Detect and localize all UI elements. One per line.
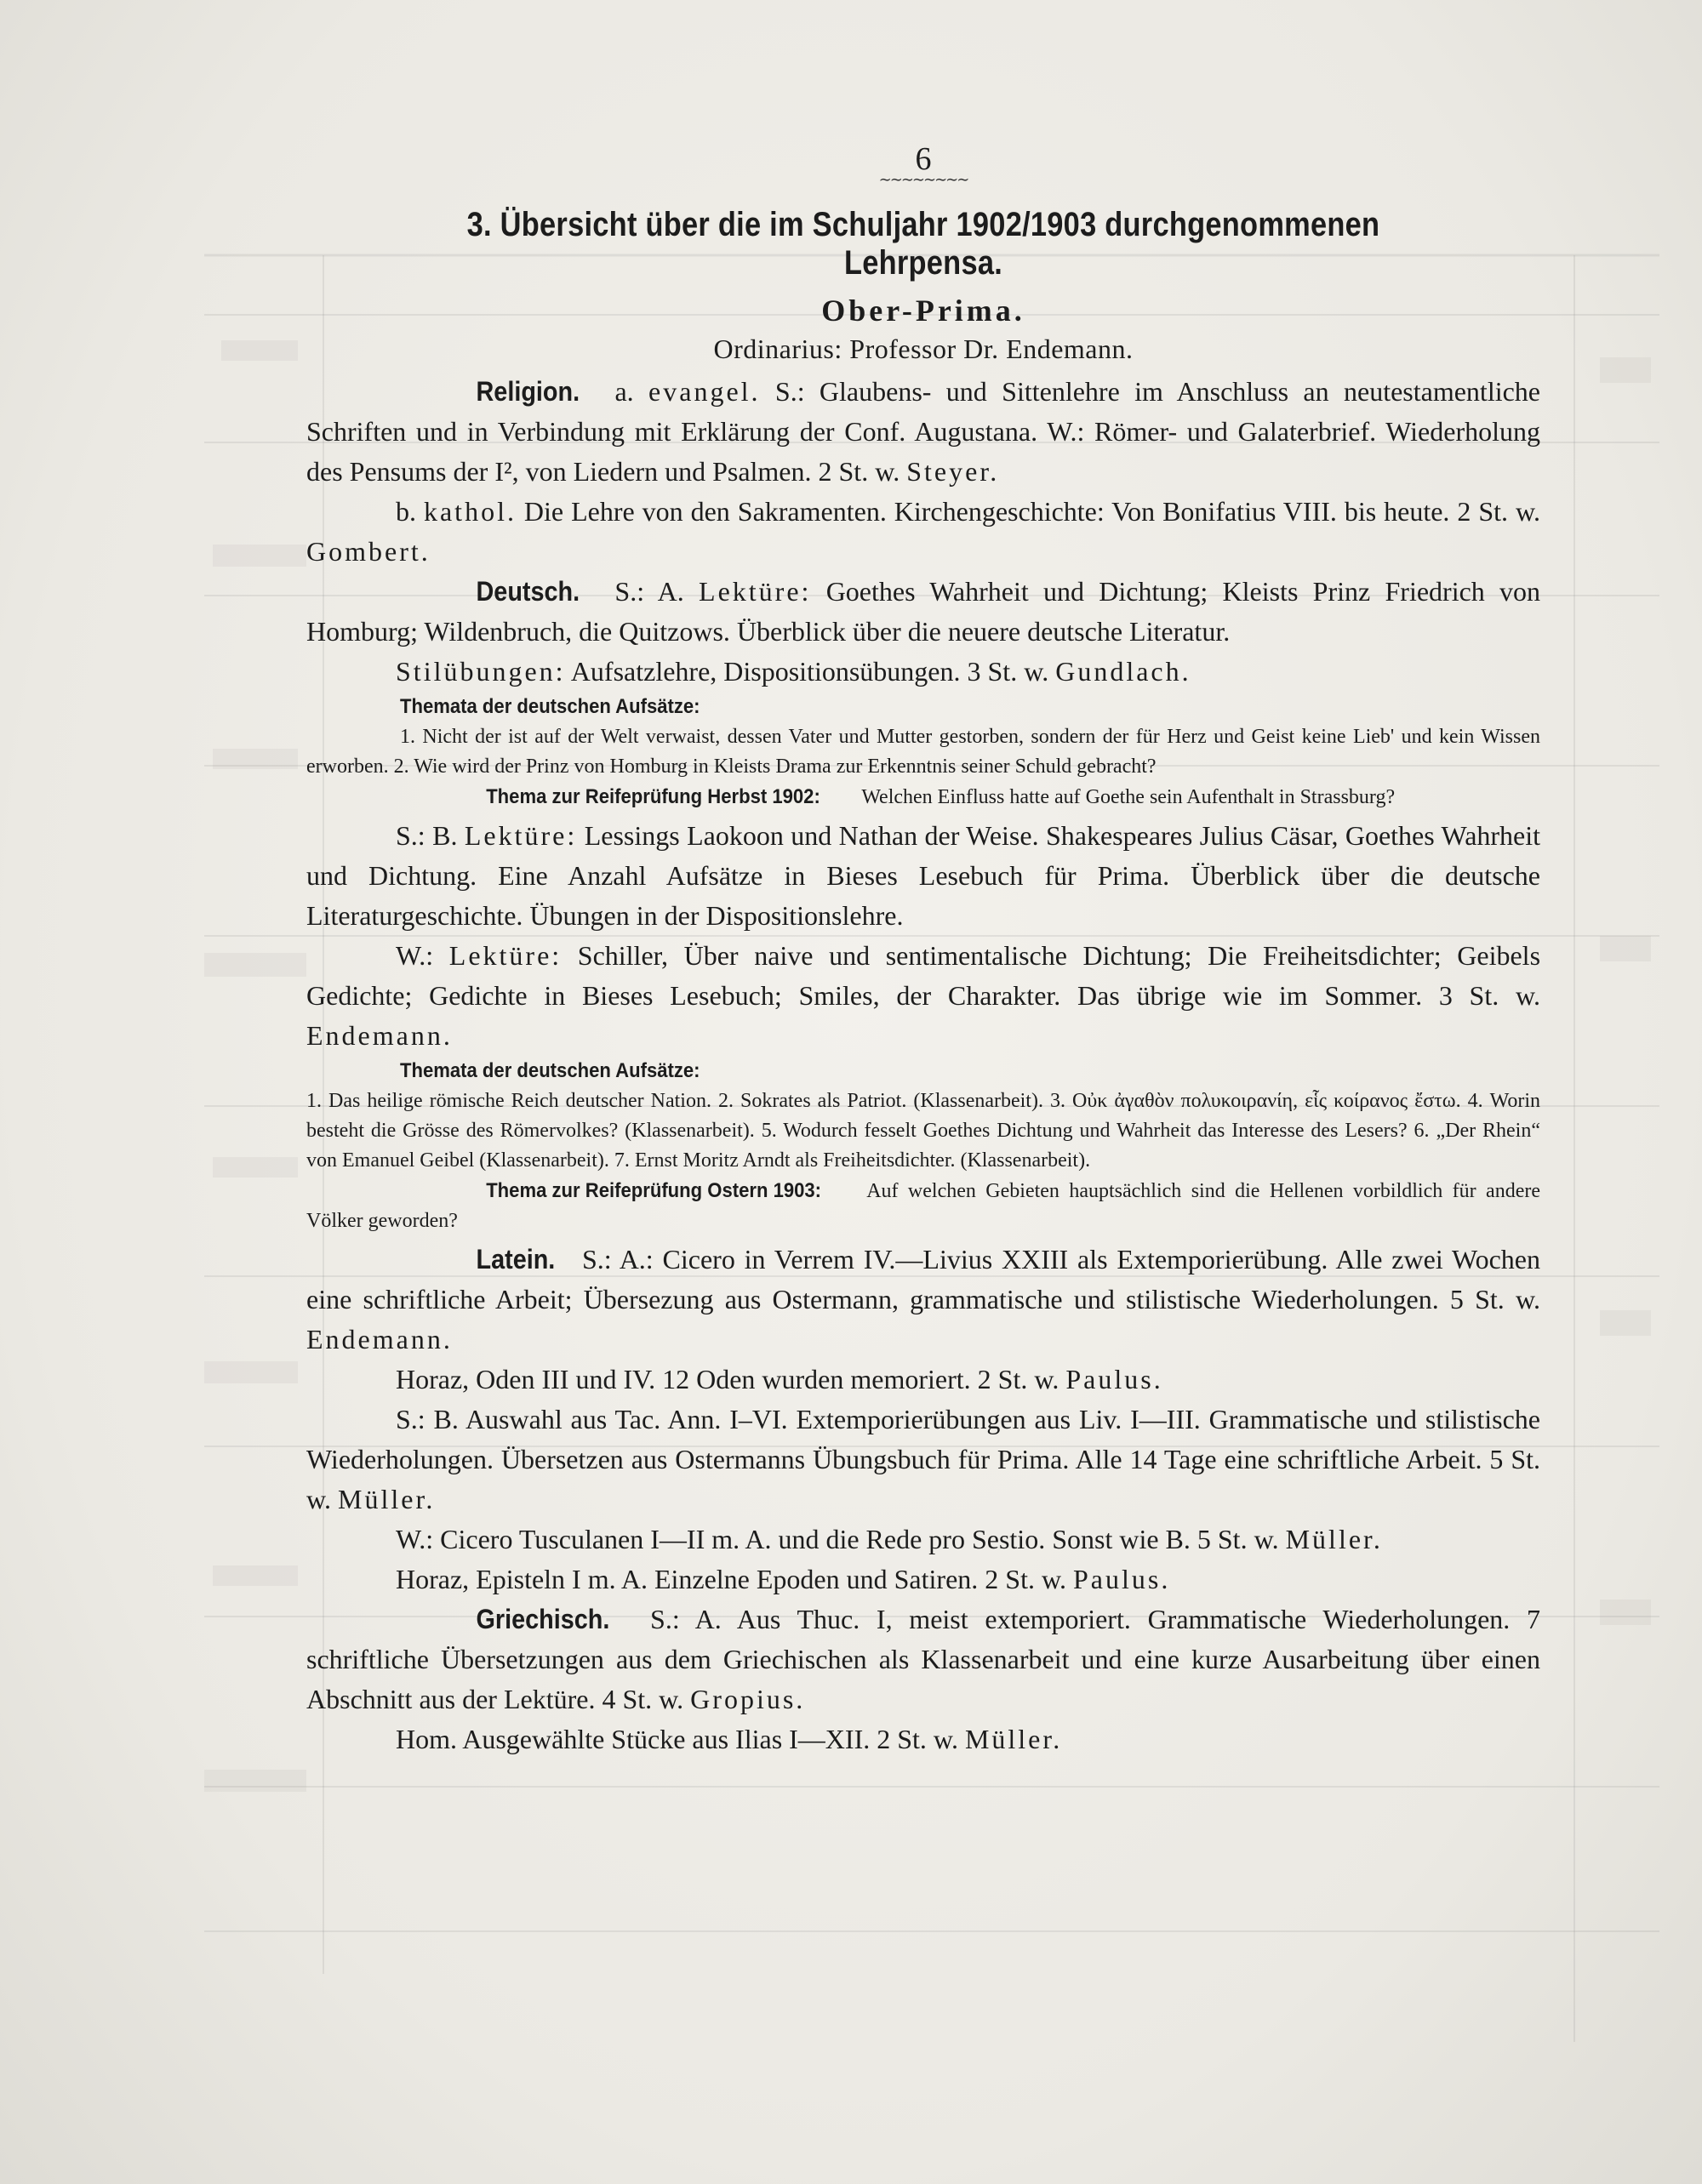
griechisch-p1-text: S.: A. Aus Thuc. I, meist extemporiert. Grammatische Wiederholungen. 7 schriftliche Übersetzungen aus dem Griechischen als Klassenarbeit und eine kurze Ausarbeitung über einen Abschnitt aus der Lektüre. 4 St. w. [306, 1604, 1541, 1714]
teacher-name: Endemann. [306, 1020, 453, 1051]
teacher-name: Gombert. [306, 536, 431, 567]
teacher-name: Paulus. [1065, 1364, 1163, 1394]
deutsch-themata2-heading [400, 1056, 1540, 1086]
teacher-name: Müller. [964, 1724, 1063, 1754]
subject-deutsch: Deutsch. [476, 576, 580, 607]
themata1-label: Themata der deutschen Aufsätze: [400, 695, 700, 718]
deutsch-s2-paragraph [306, 816, 1540, 936]
latein-p1-paragraph [306, 1240, 1540, 1360]
religion-b-paragraph [306, 492, 1540, 572]
latein-p5-text: Horaz, Episteln I m. A. Einzelne Epoden und Satiren. 2 St. w. [396, 1564, 1066, 1594]
teacher-name: Paulus. [1072, 1564, 1171, 1594]
religion-a-text: S.: Glaubens- und Sittenlehre im Anschluss an neutestamentliche Schriften und in Verbindung mit Erklärung der Conf. Augustana. W.: Römer- und Galaterbrief. Wiederholung des Pensums der I², von Liedern und Psalmen. 2 St. w. [306, 376, 1541, 487]
deutsch-s2-lekture: Lektüre: [464, 820, 578, 851]
deutsch-themata1-heading [400, 692, 1540, 722]
deutsch-s2-prefix: S.: B. [396, 820, 458, 851]
reife2-label: Thema zur Reifeprüfung Ostern 1903: [486, 1179, 822, 1202]
religion-a-prefix: a. [614, 376, 634, 407]
griechisch-p2-text: Hom. Ausgewählte Stücke aus Ilias I—XII. 2 St. w. [396, 1724, 958, 1754]
religion-a-word: evangel. [648, 376, 761, 407]
deutsch-reife2-paragraph [306, 1176, 1540, 1236]
latein-p3-text: S.: B. Auswahl aus Tac. Ann. I–VI. Extemporierübungen aus Liv. I—III. Grammatische und stilistische Wiederholungen. Übersetzen aus Ostermanns Übungsbuch für Prima. Alle 14 Tage eine schriftliche Arbeit. 5 St. w. [306, 1404, 1540, 1514]
religion-b-text: Die Lehre von den Sakramenten. Kirchengeschichte: Von Bonifatius VIII. bis heute. 2 St. w. [523, 496, 1541, 527]
deutsch-s1-prefix: S.: A. [614, 576, 684, 607]
reife1-text: Welchen Einfluss hatte auf Goethe sein Aufenthalt in Strassburg? [861, 786, 1396, 808]
deutsch-reife1-paragraph [306, 782, 1540, 813]
deutsch-themata2-text: 1. Das heilige römische Reich deutscher Nation. 2. Sokrates als Patriot. (Klassenarbeit). 3. Οὐκ ἀγαθὸν πολυκοιρανίη, εἷς κοίρανος ἔστω. 4. Worin besteht die Grösse des Römervolkes? (Klassenarbeit). 5. Wodurch fesselt Goethes Dichtung und Wahrheit das Interesse des Lesers? 6. „Der Rhein“ von Emanuel Geibel (Klassenarbeit). 7. Ernst Moritz Arndt als Freiheitsdichter. (Klassenarbeit). [306, 1090, 1540, 1172]
deutsch-stil-text: Aufsatzlehre, Dispositionsübungen. 3 St. w. [570, 656, 1049, 687]
deutsch-s1-lekture: Lektüre: [699, 576, 812, 607]
teacher-name: Steyer. [906, 456, 1000, 487]
griechisch-p1-paragraph [306, 1600, 1540, 1719]
subject-religion: Religion. [476, 376, 580, 407]
themata2-label: Themata der deutschen Aufsätze: [400, 1059, 700, 1082]
deutsch-s2-text: Lessings Laokoon und Nathan der Weise. Shakespeares Julius Cäsar, Goethes Wahrheit und Dichtung. Eine Anzahl Aufsätze in Bieses Lesebuch für Prima. Überblick über die deutsche Literaturgeschichte. Übungen in der Dispositionslehre. [306, 820, 1541, 931]
religion-a-paragraph [306, 372, 1540, 492]
class-title: Ober-Prima. [821, 294, 1025, 328]
latein-p4-paragraph [306, 1520, 1540, 1560]
deutsch-w-paragraph [306, 936, 1540, 1056]
deutsch-s1-paragraph [306, 572, 1540, 652]
deutsch-w-lekture: Lektüre: [448, 940, 563, 971]
reife1-label: Thema zur Reifeprüfung Herbst 1902: [486, 785, 820, 808]
ordinarius-line: Ordinarius: Professor Dr. Endemann. [713, 334, 1134, 364]
latein-p4-text: W.: Cicero Tusculanen I—II m. A. und die Rede pro Sestio. Sonst wie B. 5 St. w. [396, 1524, 1279, 1554]
latein-p2-paragraph [306, 1360, 1540, 1400]
latein-p2-text: Horaz, Oden III und IV. 12 Oden wurden memoriert. 2 St. w. [396, 1364, 1059, 1394]
subject-griechisch: Griechisch. [476, 1604, 610, 1634]
deutsch-s1-text: Goethes Wahrheit und Dichtung; Kleists Prinz Friedrich von Homburg; Wildenbruch, die Quitzows. Überblick über die neuere deutsche Literatur. [306, 576, 1541, 647]
teacher-name: Gundlach. [1055, 656, 1191, 687]
latein-p1-text: S.: A.: Cicero in Verrem IV.—Livius XXIII als Extemporierübung. Alle zwei Wochen eine schriftliche Arbeit; Übersezung aus Ostermann, grammatische und stilistische Wiederholungen. 5 St. w. [306, 1244, 1541, 1314]
latein-p5-paragraph [306, 1560, 1540, 1600]
deutsch-stil-label: Stilübungen: [396, 656, 566, 687]
page-content [306, 140, 1540, 1759]
teacher-name: Müller. [1285, 1524, 1383, 1554]
religion-b-prefix: b. [396, 496, 416, 527]
deutsch-themata1-text: 1. Nicht der ist auf der Welt verwaist, dessen Vater und Mutter gestorben, sondern der für Herz und Geist keine Lieb' und kein Wissen erworben. 2. Wie wird der Prinz von Homburg in Kleists Drama zur Erkenntnis seiner Schuld gebracht? [306, 726, 1540, 778]
page-number-ornament-icon: ∼∼∼∼∼∼∼∼ [878, 171, 968, 188]
reife2-text: Auf welchen Gebieten hauptsächlich sind die Hellenen vorbildlich für andere Völker geworden? [306, 1180, 1540, 1232]
deutsch-w-prefix: W.: [396, 940, 434, 971]
teacher-name: Gropius. [690, 1684, 806, 1714]
page-number: 6 [915, 141, 932, 177]
section-heading: 3. Übersicht über die im Schuljahr 1902/1903 durchgenommenen Lehrpensa. [466, 206, 1380, 282]
deutsch-w-text: Schiller, Über naive und sentimentalische Dichtung; Die Freiheitsdichter; Geibels Gedichte; Gedichte in Bieses Lesebuch; Smiles, der Charakter. Das übrige wie im Sommer. 3 St. w. [306, 940, 1541, 1011]
deutsch-stil-paragraph [306, 652, 1540, 692]
griechisch-p2-paragraph [306, 1719, 1540, 1759]
teacher-name: Müller. [338, 1484, 436, 1514]
subject-latein: Latein. [476, 1244, 556, 1274]
religion-b-word: kathol. [423, 496, 517, 527]
teacher-name: Endemann. [306, 1324, 453, 1354]
latein-p3-paragraph [306, 1400, 1540, 1520]
